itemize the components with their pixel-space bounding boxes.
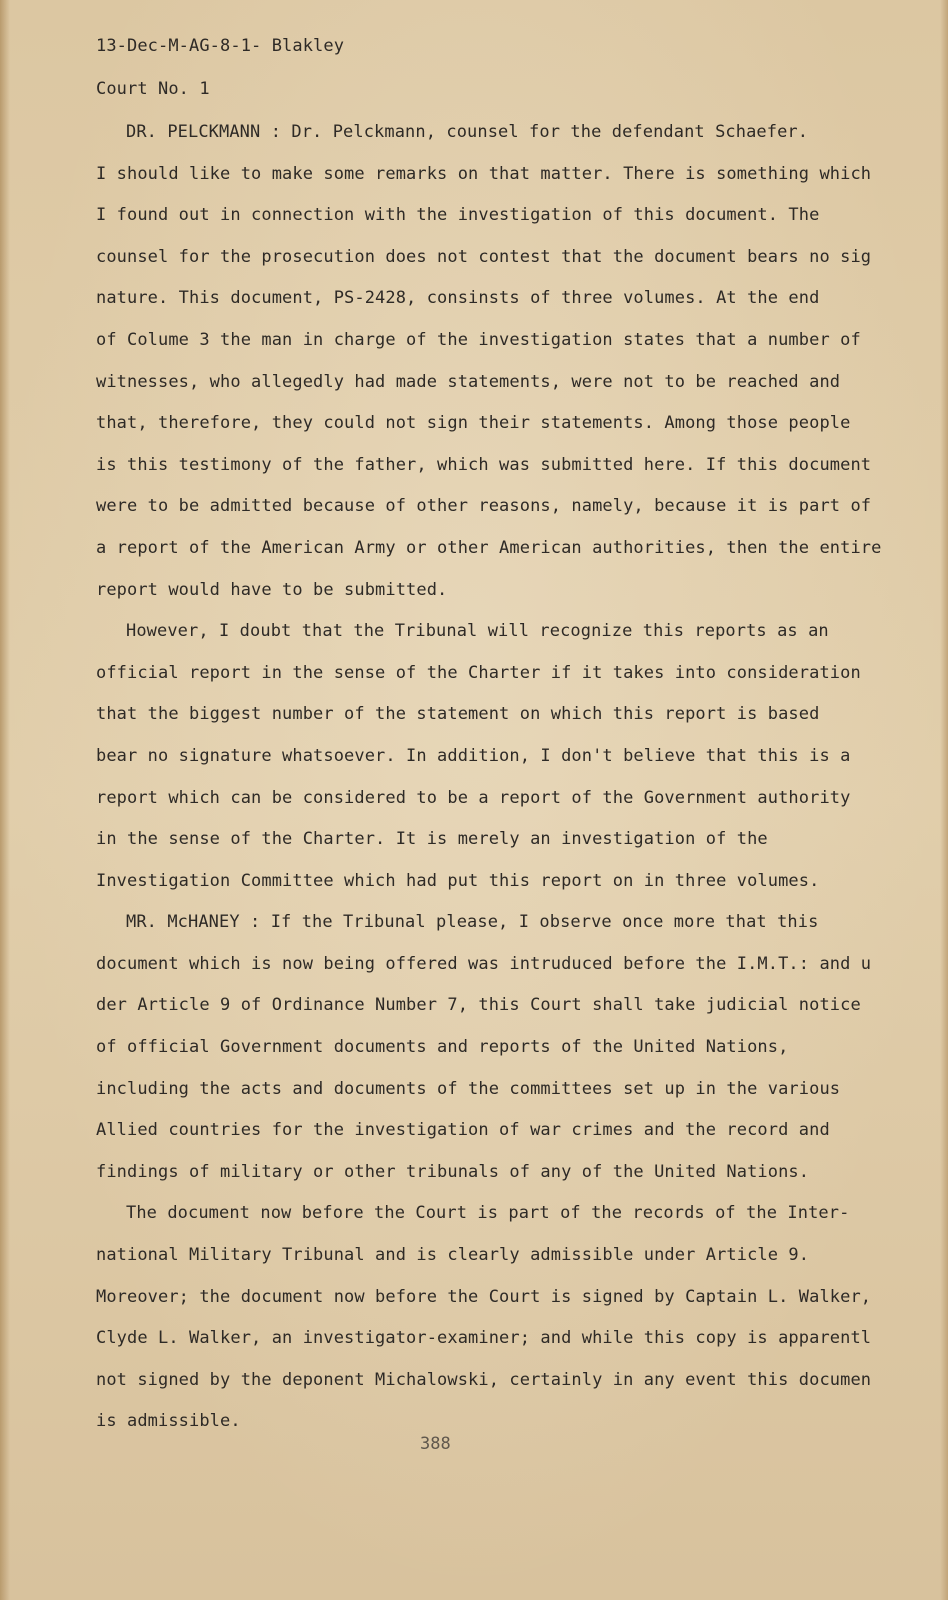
text-line: I should like to make some remarks on that matter. There is something which	[96, 163, 872, 184]
text-line: DR. PELCKMANN : Dr. Pelckmann, counsel for the defendant Schaefer.	[126, 122, 809, 142]
court-number: Court No. 1	[96, 79, 210, 99]
text-line: including the acts and documents of the committees set up in the various	[96, 1078, 841, 1099]
text-line: bear no signature whatsoever. In addition, I don't believe that this is a	[96, 745, 851, 766]
text-line: Allied countries for the investigation of war crimes and the record and	[96, 1120, 830, 1141]
text-line: report would have to be submitted.	[96, 579, 448, 600]
text-line: findings of military or other tribunals of any of the United Nations.	[96, 1161, 810, 1182]
header-reference: 13-Dec-M-AG-8-1- Blakley	[96, 36, 345, 56]
text-line: of Colume 3 the man in charge of the investigation states that a number of	[96, 329, 861, 350]
page-edge-right	[940, 0, 948, 1600]
text-line: that, therefore, they could not sign their statements. Among those people	[96, 413, 851, 434]
text-line: The document now before the Court is part of the records of the Inter-	[126, 1203, 850, 1224]
text-line: der Article 9 of Ordinance Number 7, this Court shall take judicial notice	[96, 995, 861, 1016]
paragraph-however	[96, 621, 916, 912]
paragraph-pelckmann	[96, 122, 916, 621]
text-line: in the sense of the Charter. It is merely an investigation of the	[96, 829, 768, 850]
text-line: not signed by the deponent Michalowski, certainly in any event this documen	[96, 1369, 872, 1390]
text-line: is this testimony of the father, which was submitted here. If this document	[96, 454, 872, 475]
text-line: counsel for the prosecution does not contest that the document bears no sig	[96, 246, 872, 267]
page-edge-left	[0, 0, 10, 1600]
text-line: document which is now being offered was intruduced before the I.M.T.: and u	[96, 953, 872, 974]
text-line: nature. This document, PS-2428, consinsts of three volumes. At the end	[96, 288, 820, 309]
text-line: national Military Tribunal and is clearly admissible under Article 9.	[96, 1245, 810, 1266]
text-line: were to be admitted because of other reasons, namely, because it is part of	[96, 496, 872, 517]
text-line: of official Government documents and reports of the United Nations,	[96, 1037, 789, 1058]
text-line: I found out in connection with the investigation of this document. The	[96, 205, 820, 226]
text-line: Investigation Committee which had put this report on in three volumes.	[96, 870, 820, 891]
page-number: 388	[420, 1434, 451, 1454]
text-line: report which can be considered to be a report of the Government authority	[96, 787, 851, 808]
text-line: a report of the American Army or other American authorities, then the entire	[96, 537, 882, 558]
text-line: that the biggest number of the statement on which this report is based	[96, 704, 820, 725]
text-line: Moreover; the document now before the Court is signed by Captain L. Walker,	[96, 1286, 872, 1307]
text-line: Clyde L. Walker, an investigator-examiner; and while this copy is apparentl	[96, 1328, 872, 1349]
transcript-body	[96, 36, 916, 1453]
text-line: witnesses, who allegedly had made statements, were not to be reached and	[96, 371, 841, 392]
text-line: official report in the sense of the Charter if it takes into consideration	[96, 662, 861, 683]
paragraph-document-admissible	[96, 1203, 916, 1453]
text-line: MR. McHANEY : If the Tribunal please, I observe once more that this	[126, 912, 819, 933]
paragraph-mchaney	[96, 912, 916, 1203]
text-line: However, I doubt that the Tribunal will recognize this reports as an	[126, 621, 829, 642]
text-line: is admissible.	[96, 1411, 241, 1432]
